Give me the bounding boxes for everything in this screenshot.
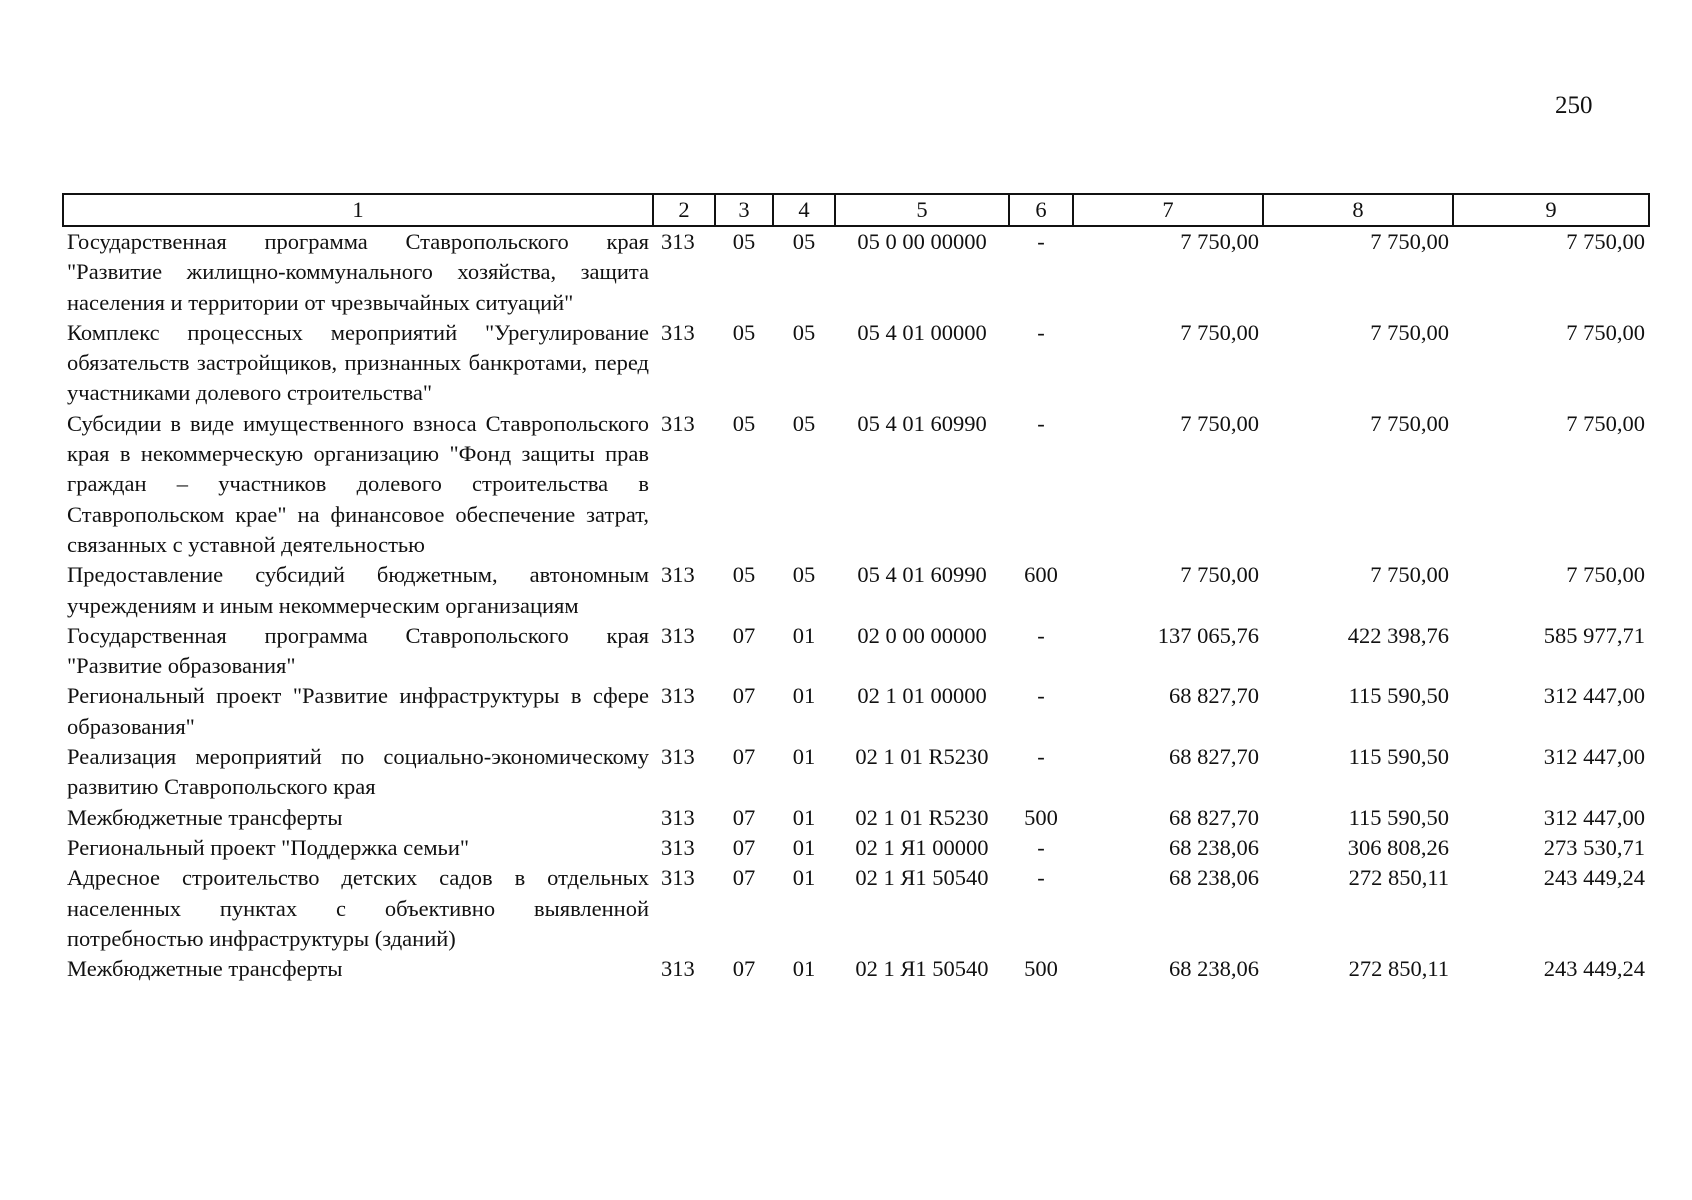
column-header: 3 [715, 194, 773, 226]
row-name-cell: Комплекс процессных мероприятий "Урегулирование обязательств застройщиков, признанных банкротами, перед участниками долевого строительства" [67, 319, 649, 406]
row-name-cell: Межбюджетные трансферты [67, 804, 343, 830]
chapter-code-cell: 313 [661, 622, 695, 648]
chapter-code-cell: 313 [661, 319, 695, 345]
amount-col8-cell: 272 850,11 [1348, 865, 1449, 891]
column-header: 6 [1009, 194, 1073, 226]
expense-type-cell: - [1037, 744, 1045, 770]
table-row [63, 681, 1649, 742]
target-article-cell: 02 0 00 00000 [857, 622, 987, 648]
subsection-cell: 01 [792, 744, 816, 770]
expense-type-cell: 500 [1024, 804, 1058, 830]
subsection-cell: 05 [792, 229, 816, 254]
amount-col8-cell: 115 590,50 [1348, 683, 1449, 709]
row-name-cell: Адресное строительство детских садов в отдельных населенных пунктах с объективно выявленной потребностью инфраструктуры (зданий) [67, 865, 649, 951]
table-row [63, 742, 1649, 803]
target-article-cell: 02 1 Я1 00000 [855, 834, 989, 860]
amount-col7-cell: 68 827,70 [1169, 744, 1259, 770]
amount-col9-cell: 585 977,71 [1543, 622, 1645, 648]
row-name-cell: Государственная программа Ставропольского края "Развитие жилищно-коммунального хозяйства, защита населения и территории от чрезвычайных ситуаций" [67, 229, 649, 315]
subsection-cell: 05 [792, 410, 816, 436]
amount-col9-cell: 243 449,24 [1543, 956, 1645, 982]
chapter-code-cell: 313 [661, 744, 695, 770]
expense-type-cell: 600 [1024, 562, 1058, 588]
subsection-cell: 01 [792, 683, 816, 709]
row-name-cell: Реализация мероприятий по социально-экономическому развитию Ставропольского края [67, 744, 649, 800]
row-name-cell: Субсидии в виде имущественного взноса Ставропольского края в некоммерческую организацию "Фонд защиты прав граждан – участников долевого строительства в Ставропольском крае" на финансовое обеспечение затрат, связанных с уставной деятельностью [67, 410, 649, 557]
header-row [63, 194, 1649, 226]
amount-col9-cell: 7 750,00 [1566, 319, 1645, 345]
expense-type-cell: - [1037, 229, 1045, 254]
amount-col8-cell: 306 808,26 [1347, 834, 1449, 860]
table-row [63, 863, 1649, 954]
amount-col9-cell: 7 750,00 [1566, 562, 1645, 588]
chapter-code-cell: 313 [661, 865, 695, 891]
amount-col9-cell: 312 447,00 [1543, 744, 1645, 770]
amount-col9-cell: 312 447,00 [1543, 683, 1645, 709]
budget-table [62, 193, 1650, 984]
table-row [63, 833, 1649, 863]
target-article-cell: 05 4 01 60990 [857, 562, 987, 588]
table-row [63, 560, 1649, 621]
chapter-code-cell: 313 [661, 956, 695, 982]
amount-col9-cell: 7 750,00 [1566, 229, 1645, 254]
expense-type-cell: - [1037, 865, 1045, 891]
chapter-code-cell: 313 [661, 834, 695, 860]
section-cell: 07 [732, 622, 756, 648]
chapter-code-cell: 313 [661, 683, 695, 709]
column-header: 8 [1263, 194, 1453, 226]
chapter-code-cell: 313 [661, 410, 695, 436]
section-cell: 07 [732, 683, 756, 709]
section-cell: 05 [732, 229, 756, 254]
target-article-cell: 02 1 Я1 50540 [855, 865, 989, 891]
expense-type-cell: 500 [1024, 956, 1058, 982]
row-name-cell: Межбюджетные трансферты [67, 956, 343, 982]
row-name-cell: Региональный проект "Поддержка семьи" [67, 834, 470, 860]
table-row [63, 409, 1649, 560]
amount-col8-cell: 115 590,50 [1348, 804, 1449, 830]
amount-col7-cell: 7 750,00 [1180, 319, 1259, 345]
column-header: 4 [773, 194, 835, 226]
amount-col7-cell: 7 750,00 [1180, 562, 1259, 588]
target-article-cell: 05 4 01 60990 [857, 410, 987, 436]
amount-col8-cell: 7 750,00 [1370, 319, 1449, 345]
amount-col8-cell: 272 850,11 [1348, 956, 1449, 982]
section-cell: 07 [732, 834, 756, 860]
amount-col7-cell: 137 065,76 [1157, 622, 1259, 648]
subsection-cell: 01 [792, 834, 816, 860]
expense-type-cell: - [1037, 622, 1045, 648]
amount-col7-cell: 7 750,00 [1180, 229, 1259, 254]
column-header: 7 [1073, 194, 1263, 226]
expense-type-cell: - [1037, 834, 1045, 860]
chapter-code-cell: 313 [661, 804, 695, 830]
table-row [63, 318, 1649, 409]
page-number: 250 [1555, 92, 1593, 119]
amount-col7-cell: 68 238,06 [1169, 956, 1259, 982]
expense-type-cell: - [1037, 319, 1045, 345]
amount-col8-cell: 7 750,00 [1370, 229, 1449, 254]
target-article-cell: 02 1 01 R5230 [855, 744, 989, 770]
section-cell: 07 [732, 865, 756, 891]
amount-col7-cell: 68 827,70 [1169, 683, 1259, 709]
section-cell: 05 [732, 410, 756, 436]
amount-col9-cell: 273 530,71 [1543, 834, 1645, 860]
table-row [63, 226, 1649, 318]
row-name-cell: Предоставление субсидий бюджетным, автономным учреждениям и иным некоммерческим организациям [67, 562, 649, 618]
subsection-cell: 05 [792, 319, 816, 345]
section-cell: 07 [732, 804, 756, 830]
row-name-cell: Государственная программа Ставропольского края "Развитие образования" [67, 622, 649, 679]
table-row [63, 803, 1649, 833]
target-article-cell: 05 0 00 00000 [857, 229, 987, 254]
target-article-cell: 02 1 Я1 50540 [855, 956, 989, 982]
amount-col7-cell: 68 827,70 [1169, 804, 1259, 830]
amount-col8-cell: 7 750,00 [1370, 410, 1449, 436]
table-row [63, 621, 1649, 682]
target-article-cell: 02 1 01 R5230 [855, 804, 989, 830]
amount-col8-cell: 7 750,00 [1370, 562, 1449, 588]
row-name-cell: Региональный проект "Развитие инфраструктуры в сфере образования" [67, 683, 649, 739]
chapter-code-cell: 313 [661, 562, 695, 588]
amount-col9-cell: 7 750,00 [1566, 410, 1645, 436]
column-header: 5 [835, 194, 1009, 226]
target-article-cell: 05 4 01 00000 [857, 319, 987, 345]
table-row [63, 954, 1649, 984]
subsection-cell: 01 [792, 865, 816, 891]
section-cell: 07 [732, 956, 756, 982]
chapter-code-cell: 313 [661, 229, 695, 254]
amount-col7-cell: 68 238,06 [1169, 834, 1259, 860]
expense-type-cell: - [1037, 410, 1045, 436]
section-cell: 07 [732, 744, 756, 770]
amount-col8-cell: 422 398,76 [1347, 622, 1449, 648]
subsection-cell: 01 [792, 804, 816, 830]
amount-col9-cell: 243 449,24 [1543, 865, 1645, 891]
amount-col7-cell: 68 238,06 [1169, 865, 1259, 891]
section-cell: 05 [732, 319, 756, 345]
column-header: 2 [653, 194, 715, 226]
column-header: 9 [1453, 194, 1649, 226]
expense-type-cell: - [1037, 683, 1045, 709]
target-article-cell: 02 1 01 00000 [857, 683, 987, 709]
section-cell: 05 [732, 562, 756, 588]
table-body [63, 226, 1649, 984]
subsection-cell: 01 [792, 956, 816, 982]
amount-col8-cell: 115 590,50 [1348, 744, 1449, 770]
subsection-cell: 01 [792, 622, 816, 648]
column-header: 1 [63, 194, 653, 226]
subsection-cell: 05 [792, 562, 816, 588]
amount-col9-cell: 312 447,00 [1543, 804, 1645, 830]
amount-col7-cell: 7 750,00 [1180, 410, 1259, 436]
